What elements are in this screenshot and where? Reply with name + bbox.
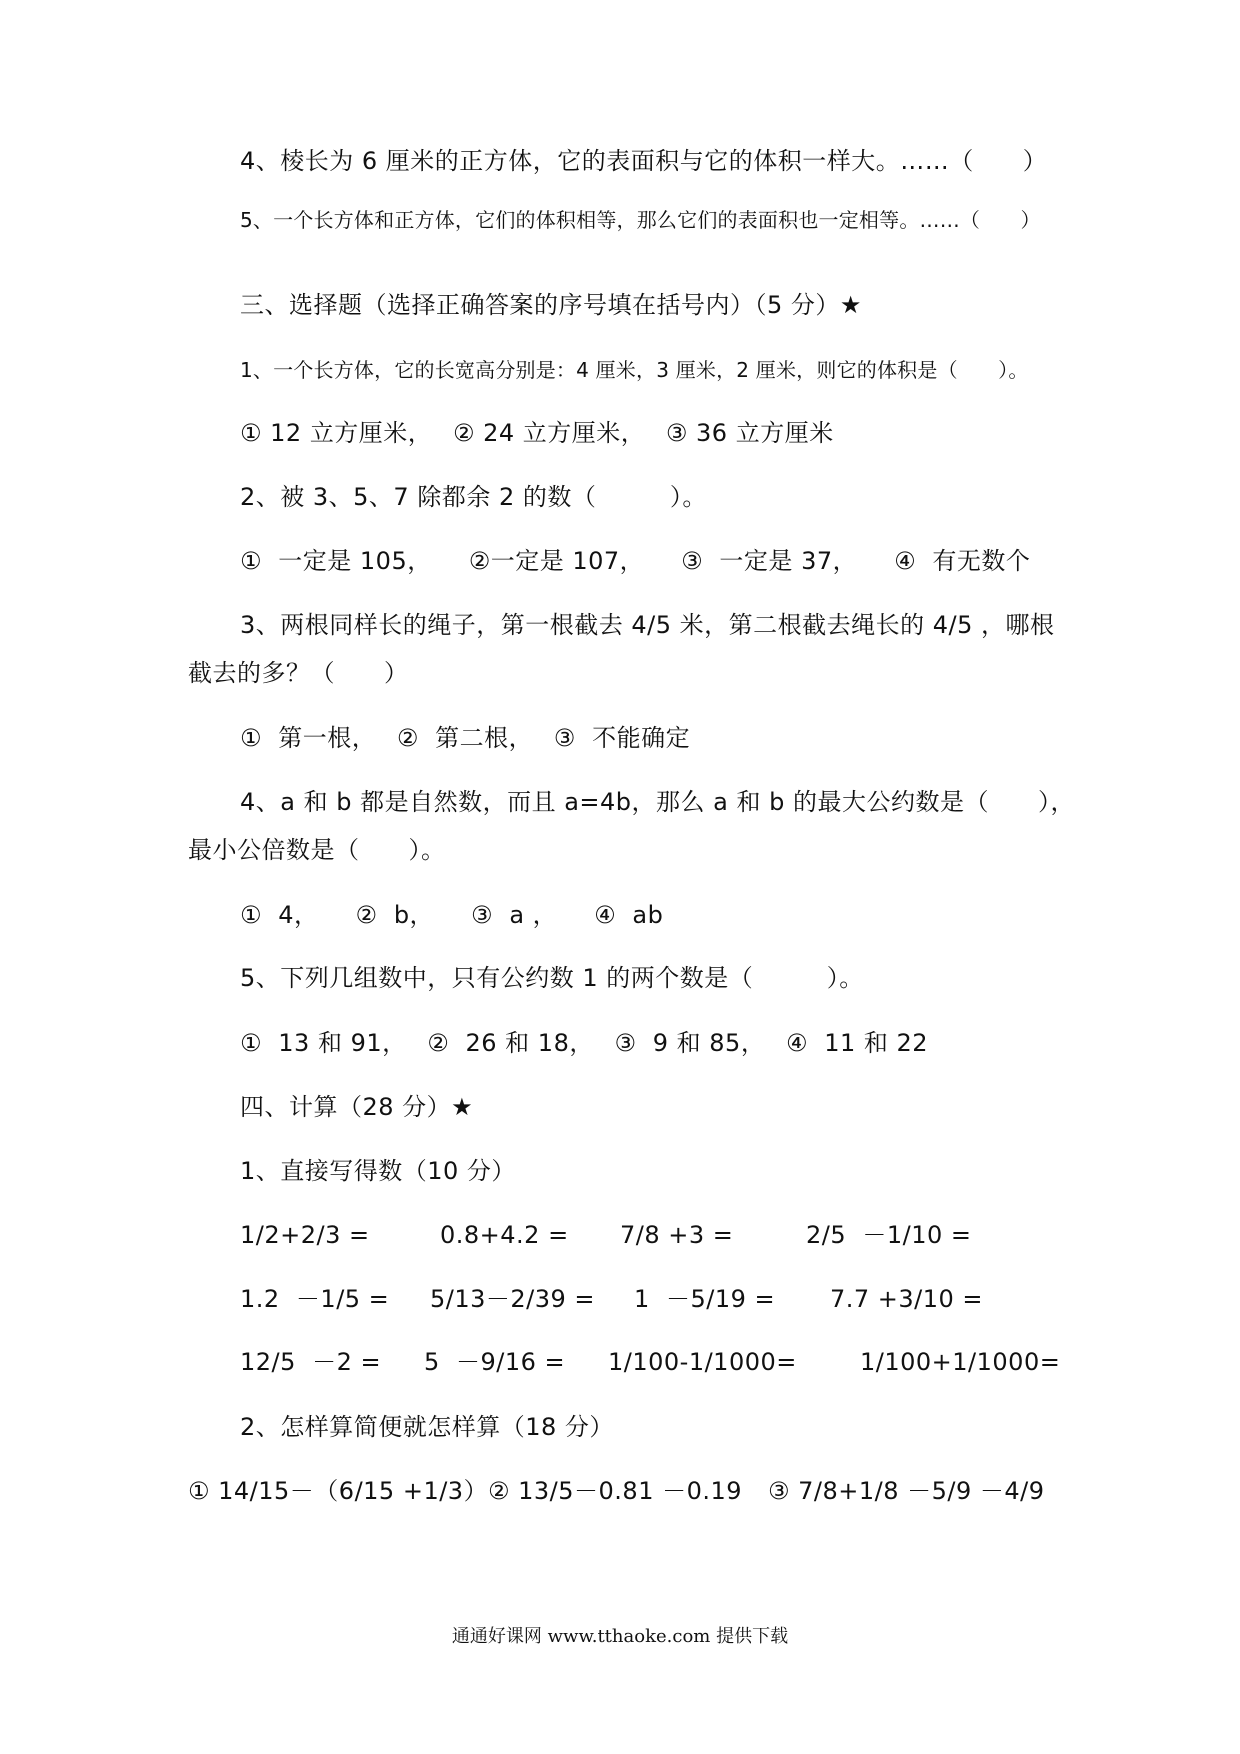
- calc-expr: 1/2+2/3 =: [240, 1221, 370, 1249]
- calc-expr: 2/5 －1/10 =: [806, 1221, 972, 1249]
- calc-expr: 12/5 －2 =: [240, 1348, 382, 1376]
- choice-q1-options: ① 12 立方厘米， ② 24 立方厘米， ③ 36 立方厘米: [240, 419, 834, 447]
- choice-heading: 三、选择题（选择正确答案的序号填在括号内）（5 分）★: [240, 291, 862, 319]
- calc-expr: 1.2 －1/5 =: [240, 1285, 390, 1313]
- calc-expr: 5/13－2/39 =: [430, 1285, 596, 1313]
- choice-q3-options: ① 第一根， ② 第二根， ③ 不能确定: [240, 724, 691, 752]
- judge-q4: 4、棱长为 6 厘米的正方体，它的表面积与它的体积一样大。……（ ）: [240, 147, 1048, 175]
- choice-q4-options: ① 4， ② b， ③ a ， ④ ab: [240, 901, 664, 929]
- choice-q5-options: ① 13 和 91， ② 26 和 18， ③ 9 和 85， ④ 11 和 22: [240, 1029, 929, 1057]
- choice-q1: 1、一个长方体，它的长宽高分别是：4 厘米，3 厘米，2 厘米，则它的体积是（ ）。: [240, 358, 1029, 382]
- choice-q4-line2: 最小公倍数是（ ）。: [188, 836, 446, 864]
- choice-q3-line2: 截去的多？（ ）: [188, 659, 409, 687]
- calc-sub2-item: ② 13/5－0.81 －0.19: [488, 1477, 743, 1505]
- calc-expr: 5 －9/16 =: [424, 1348, 566, 1376]
- judge-q5: 5、一个长方体和正方体，它们的体积相等，那么它们的表面积也一定相等。……（ ）: [240, 208, 1041, 232]
- calc-expr: 7.7 +3/10 =: [830, 1285, 984, 1313]
- calc-expr: 1 －5/19 =: [634, 1285, 776, 1313]
- calc-expr: 0.8+4.2 =: [440, 1221, 569, 1249]
- calc-sub1-heading: 1、直接写得数（10 分）: [240, 1157, 516, 1185]
- calc-sub2-heading: 2、怎样算简便就怎样算（18 分）: [240, 1413, 614, 1441]
- calc-expr: 1/100-1/1000=: [608, 1348, 797, 1376]
- choice-q4-line1: 4、a 和 b 都是自然数，而且 a=4b，那么 a 和 b 的最大公约数是（ ），: [240, 788, 1076, 816]
- choice-q3-line1: 3、两根同样长的绳子，第一根截去 4/5 米，第二根截去绳长的 4/5 ，哪根: [240, 611, 1055, 639]
- choice-q2: 2、被 3、5、7 除都余 2 的数（ ）。: [240, 483, 707, 511]
- choice-q5: 5、下列几组数中，只有公约数 1 的两个数是（ ）。: [240, 964, 864, 992]
- page-footer: 通通好课网 www.tthaoke.com 提供下载: [451, 1626, 789, 1647]
- choice-q2-options: ① 一定是 105， ②一定是 107， ③ 一定是 37， ④ 有无数个: [240, 547, 1031, 575]
- calc-sub2-item: ③ 7/8+1/8 －5/9 －4/9: [768, 1477, 1045, 1505]
- calc-heading: 四、计算（28 分）★: [240, 1093, 474, 1121]
- calc-expr: 1/100+1/1000=: [860, 1348, 1061, 1376]
- calc-sub2-item: ① 14/15－（6/15 +1/3）: [188, 1477, 489, 1505]
- calc-expr: 7/8 +3 =: [620, 1221, 734, 1249]
